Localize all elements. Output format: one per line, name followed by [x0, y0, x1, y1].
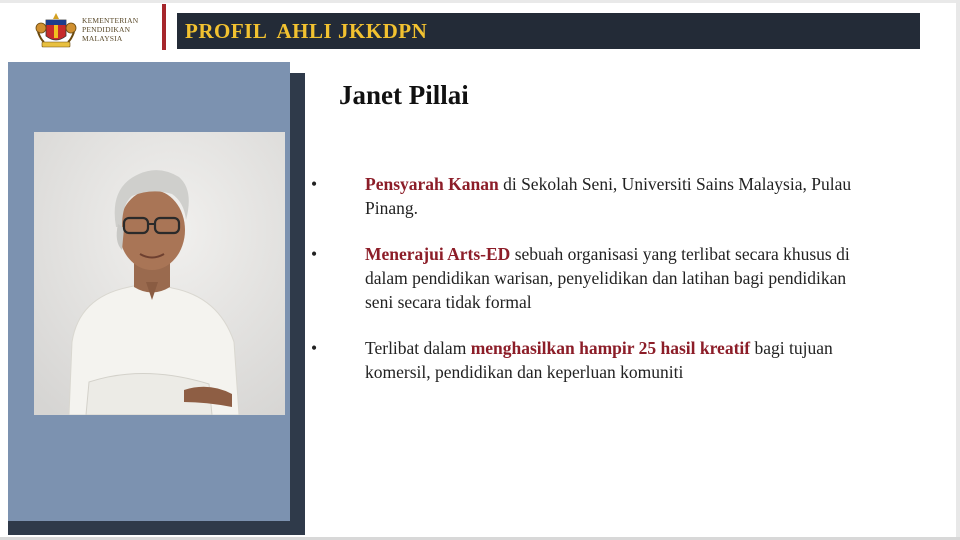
- profile-bullet-list: [308, 172, 933, 406]
- bullet-text: sebuah organisasi yang terlibat secara khusus di: [510, 244, 850, 264]
- top-edge: [0, 0, 960, 3]
- ministry-logo: [32, 10, 157, 50]
- right-edge: [956, 0, 960, 540]
- bullet-highlight: menghasilkan hampir 25 hasil kreatif: [470, 338, 751, 358]
- bullet-line: [365, 336, 933, 360]
- bullet-line: [365, 242, 933, 266]
- header-banner: [177, 13, 920, 49]
- logo-line-2: PENDIDIKAN: [82, 25, 131, 34]
- bullet-text: Terlibat dalam: [365, 338, 471, 358]
- header-divider: [162, 4, 166, 50]
- bullet-dot: •: [311, 174, 318, 194]
- page-title: PROFIL AHLI JKKDPN: [185, 19, 428, 43]
- bullet-dot: •: [311, 244, 318, 264]
- bullet-text: dalam pendidikan warisan, penyelidikan dan latihan bagi pendidikan: [365, 268, 847, 288]
- bullet-highlight: Pensyarah Kanan: [365, 174, 499, 194]
- coat-of-arms-icon: [32, 10, 80, 50]
- bullet-text: di Sekolah Seni, Universiti Sains Malaysia, Pulau: [498, 174, 852, 194]
- logo-line-3: MALAYSIA: [82, 34, 123, 43]
- bullet-text: bagi tujuan: [750, 338, 833, 358]
- bullet-text: Pinang.: [365, 198, 418, 218]
- ministry-logo-text: [82, 16, 138, 43]
- bullet-text: seni secara tidak formal: [365, 292, 532, 312]
- bullet-item: [308, 242, 933, 314]
- bullet-item: [308, 336, 933, 384]
- bullet-highlight: Menerajui Arts-ED: [365, 244, 511, 264]
- bullet-item: [308, 172, 933, 220]
- profile-name: Janet Pillai: [339, 80, 469, 110]
- profile-photo: [34, 132, 285, 415]
- bullet-line: [365, 172, 933, 196]
- portrait-illustration: [34, 132, 285, 415]
- logo-line-1: KEMENTERIAN: [82, 16, 139, 25]
- bullet-text: komersil, pendidikan dan keperluan komuniti: [365, 362, 684, 382]
- bullet-dot: •: [311, 338, 318, 358]
